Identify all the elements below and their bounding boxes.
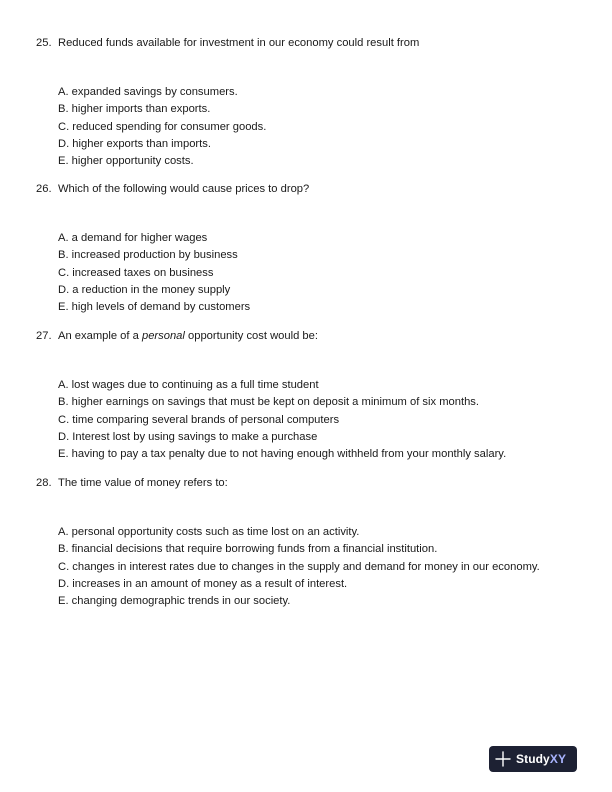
question-text <box>58 329 318 343</box>
studyxy-logo-text <box>516 752 566 766</box>
question-text-after: opportunity cost would be: <box>184 330 318 342</box>
answer-option-a: A. a demand for higher wages <box>58 232 208 244</box>
question-text-before: An example of a <box>58 330 142 342</box>
answer-options <box>58 84 266 170</box>
question-stem <box>36 182 596 196</box>
answer-options <box>58 524 540 610</box>
answer-option-d: D. a reduction in the money supply <box>58 283 231 296</box>
answer-option-b: B. higher imports than exports. <box>58 103 211 116</box>
question-text: Reduced funds available for investment in our economy could result from <box>58 37 420 49</box>
answer-option-c: C. increased taxes on business <box>58 266 214 279</box>
answer-option-a: A. lost wages due to continuing as a full time student <box>58 379 319 391</box>
question-number: 27. <box>36 330 52 342</box>
answer-option-c: C. reduced spending for consumer goods. <box>58 120 267 133</box>
answer-option-b: B. higher earnings on savings that must be kept on deposit a minimum of six months. <box>58 396 479 409</box>
answer-option-d: D. higher exports than imports. <box>58 137 211 150</box>
question-text: Which of the following would cause prices to drop? <box>58 183 310 195</box>
answer-options <box>58 230 250 316</box>
question-stem <box>36 329 596 343</box>
question-text: The time value of money refers to: <box>58 477 228 489</box>
question-stem <box>36 36 596 50</box>
answer-option-a: A. expanded savings by consumers. <box>58 86 238 98</box>
answer-option-b: B. financial decisions that require borrowing funds from a financial institution. <box>58 543 438 556</box>
answer-option-c: C. time comparing several brands of personal computers <box>58 413 340 426</box>
answer-option-e: E. changing demographic trends in our society. <box>58 595 291 608</box>
answer-option-e: E. having to pay a tax penalty due to not having enough withheld from your monthly salary. <box>58 448 507 461</box>
question-26 <box>36 182 596 314</box>
answer-option-d: D. Interest lost by using savings to make a purchase <box>58 430 318 443</box>
answer-option-e: E. high levels of demand by customers <box>58 301 251 314</box>
brand-main: Study <box>516 752 550 766</box>
question-number: 25. <box>36 37 52 49</box>
answer-option-a: A. personal opportunity costs such as time lost on an activity. <box>58 526 360 538</box>
answer-option-d: D. increases in an amount of money as a result of interest. <box>58 577 348 590</box>
answer-option-c: C. changes in interest rates due to changes in the supply and demand for money in our economy. <box>58 560 540 573</box>
question-number: 26. <box>36 183 52 195</box>
brand-accent: XY <box>549 752 567 766</box>
answer-option-b: B. increased production by business <box>58 249 238 262</box>
question-28 <box>36 476 596 608</box>
question-text-emphasis: personal <box>141 330 185 342</box>
question-27 <box>36 329 596 461</box>
question-25 <box>36 36 596 168</box>
plus-spark-icon <box>495 751 511 767</box>
answer-option-e: E. higher opportunity costs. <box>58 155 194 168</box>
answer-options <box>58 377 506 463</box>
question-stem <box>36 476 596 490</box>
studyxy-badge[interactable] <box>489 746 577 772</box>
question-number: 28. <box>36 477 52 489</box>
